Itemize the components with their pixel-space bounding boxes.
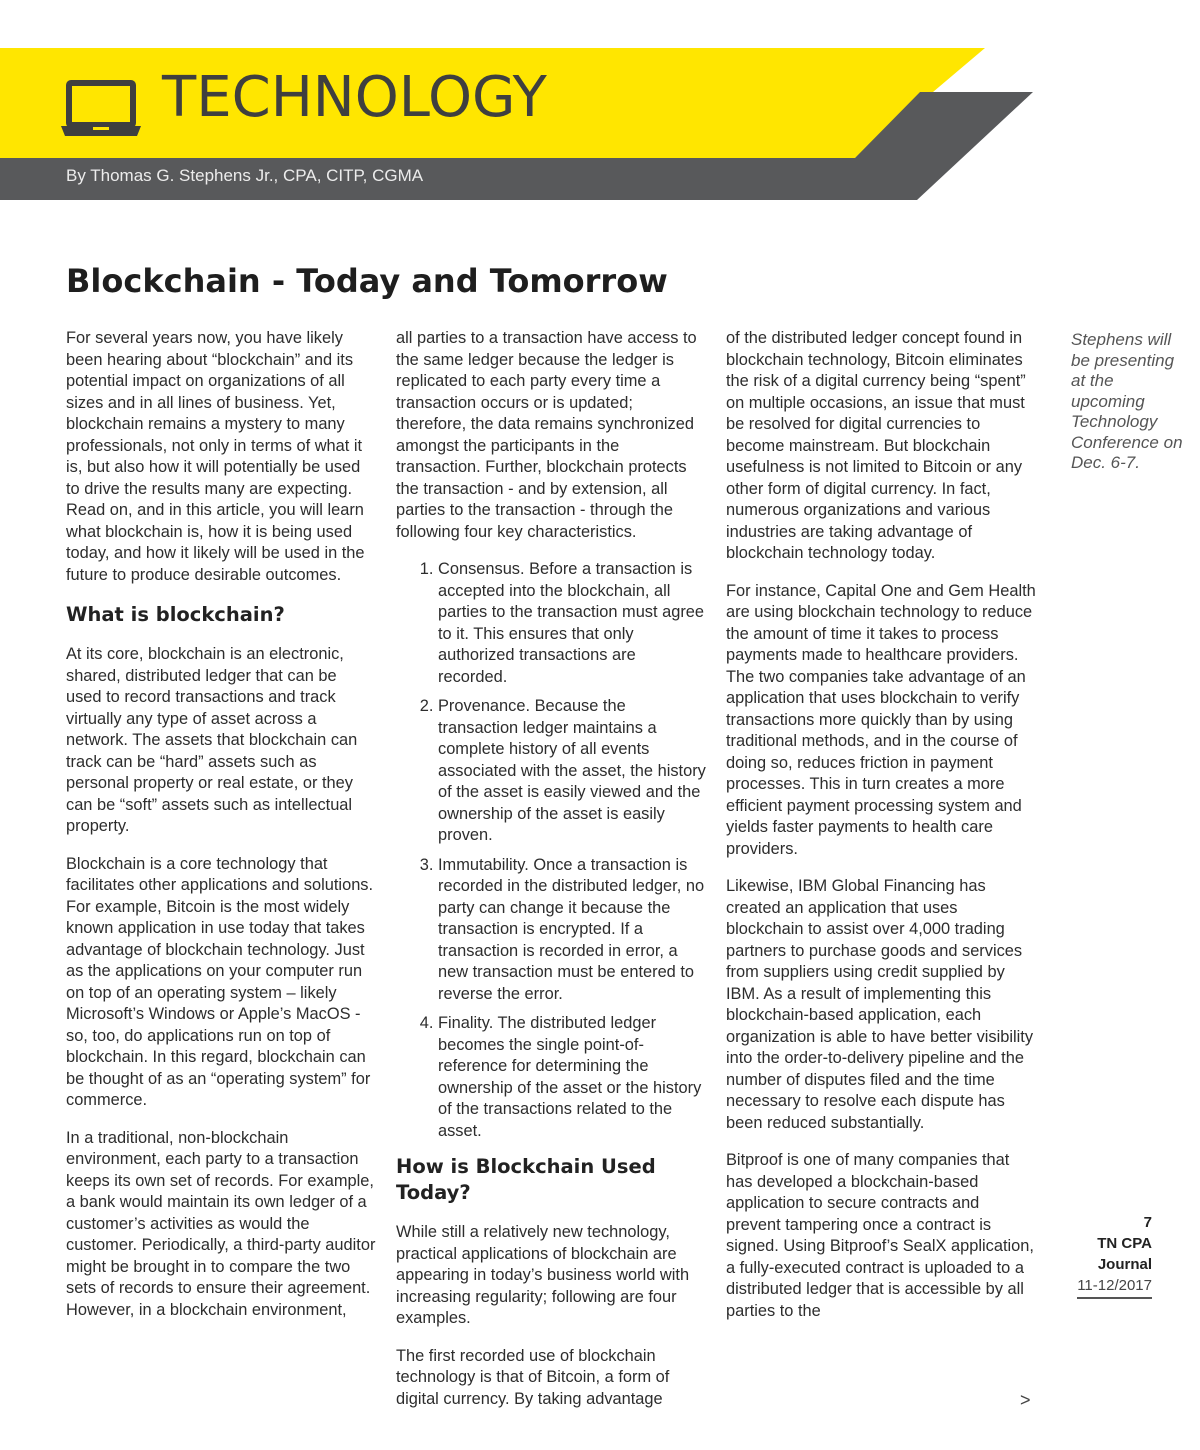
journal-name: TN CPA Journal	[1097, 1235, 1152, 1273]
page-info	[1060, 1212, 1152, 1299]
paragraph: Likewise, IBM Global Financing has created an application that uses blockchain to assist over 4,000 trading partners to purchase goods and services from suppliers using credit supplied by IBM. As a result of implementing this blockchain-based application, each organization is able to have better visibility into the order-to-delivery pipeline and the number of disputes filed and the time necessary to resolve each dispute has been reduced substantially.	[726, 877, 1034, 1132]
page-number: 7	[1143, 1214, 1152, 1231]
issue-date: 11-12/2017	[1077, 1275, 1152, 1299]
subheading: What is blockchain?	[66, 603, 285, 626]
characteristics-list	[396, 559, 706, 1142]
next-page-arrow[interactable]: >	[1020, 1390, 1031, 1410]
paragraph: At its core, blockchain is an electronic, shared, distributed ledger that can be used to record transactions and track virtually any type of asset across a network. The assets that blockchain can track can be “hard” assets such as personal property or real estate, or they can be “soft” assets such as intellectual property.	[66, 645, 358, 835]
article-column-3	[726, 328, 1036, 1338]
list-item: 1. Consensus. Before a transaction is accepted into the blockchain, all parties to the transaction must agree to it. This ensures that only authorized transactions are recorded.	[438, 559, 706, 688]
laptop-icon	[60, 80, 142, 138]
list-item: 4. Finality. The distributed ledger becomes the single point-of-reference for determining the ownership of the asset or the history of the transactions related to the asset.	[438, 1013, 706, 1142]
paragraph: For instance, Capital One and Gem Health are using blockchain technology to reduce the amount of time it takes to process payments made to healthcare providers. The two companies take advantage of an application that uses blockchain to verify transactions more quickly than by using traditional methods, and in the course of doing so, reduces friction in payment processes. This in turn creates a more efficient payment processing system and yields faster payments to health care providers.	[726, 581, 1036, 858]
article-column-1	[66, 328, 376, 1337]
paragraph: of the distributed ledger concept found in blockchain technology, Bitcoin eliminates the risk of a digital currency being “spent” on multiple occasions, an issue that must be resolved for digital currencies to become mainstream. But blockchain usefulness is not limited to Bitcoin or any other form of digital currency. In fact, numerous organizations and various industries are taking advantage of blockchain technology today.	[726, 329, 1026, 562]
byline: By Thomas G. Stephens Jr., CPA, CITP, CGMA	[66, 166, 424, 185]
paragraph: While still a relatively new technology, practical applications of blockchain are appearing in today’s business world with increasing regularity; following are four examples.	[396, 1223, 690, 1327]
paragraph: all parties to a transaction have access to the same ledger because the ledger is replicated to each party every time a transaction occurs or is updated; therefore, the data remains synchronized amongst the participants in the transaction. Further, blockchain protects the transaction - and by extension, all parties to the transaction - through the following four key characteristics.	[396, 329, 697, 541]
paragraph: For several years now, you have likely been hearing about “blockchain” and its potential impact on organizations of all sizes and in all lines of business. Yet, blockchain remains a mystery to many professionals, not only in terms of what it is, but also how it will potentially be used to drive the results many are expecting. Read on, and in this article, you will learn what blockchain is, how it is being used today, and how it likely will be used in the future to produce desirable outcomes.	[66, 329, 365, 584]
list-item: 3. Immutability. Once a transaction is recorded in the distributed ledger, no party can change it because the transaction is encrypted. If a transaction is recorded in error, a new transaction must be entered to reverse the error.	[438, 855, 706, 1006]
section-title: TECHNOLOGY	[162, 65, 547, 130]
paragraph: In a traditional, non-blockchain environment, each party to a transaction keeps its own set of records. For example, a bank would maintain its own ledger of a customer’s activities as would the customer. Periodically, a third-party auditor might be brought in to compare the two sets of records to ensure their agreement. However, in a blockchain environment,	[66, 1128, 376, 1319]
article-title: Blockchain - Today and Tomorrow	[66, 262, 668, 300]
subheading: How is Blockchain Used Today?	[396, 1155, 656, 1204]
paragraph: Blockchain is a core technology that facilitates other applications and solutions. For example, Bitcoin is the most widely known application in use today that takes advantage of blockchain technology. Just as the applications on your computer run on top of an operating system – likely Microsoft’s Windows or Apple’s MacOS - so, too, do applications run on top of blockchain. In this regard, blockchain can be thought of as an “operating system” for commerce.	[66, 854, 374, 1109]
article-column-2	[396, 328, 706, 1426]
paragraph: The first recorded use of blockchain technology is that of Bitcoin, a form of digital currency. By taking advantage	[396, 1346, 670, 1408]
paragraph: Bitproof is one of many companies that has developed a blockchain-based application to secure contracts and prevent tampering once a contract is signed. Using Bitproof’s SealX application, a fully-executed contract is uploaded to a distributed ledger that is accessible by all parties to the	[726, 1151, 1034, 1320]
list-item: 2. Provenance. Because the transaction ledger maintains a complete history of all events associated with the asset, the history of the asset is easily viewed and the ownership of the asset is easily proven.	[438, 696, 706, 847]
speaker-sidenote: Stephens will be presenting at the upcoming Technology Conference on Dec. 6-7.	[1071, 330, 1183, 472]
